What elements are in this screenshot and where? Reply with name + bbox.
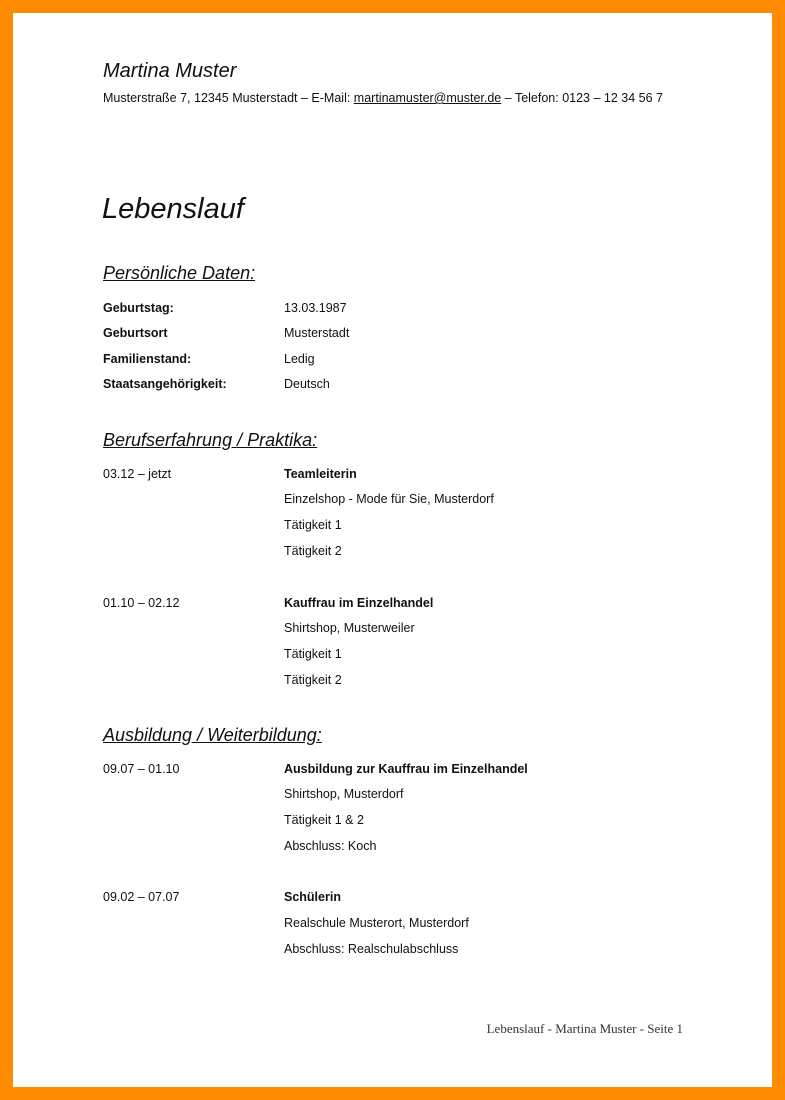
experience-entry-title-row (103, 467, 732, 487)
education-line-text: Shirtshop, Musterdorf (284, 787, 404, 801)
contact-address: Musterstraße 7, 12345 Musterstadt – E-Mail: (103, 91, 354, 105)
experience-line-text: Einzelshop - Mode für Sie, Musterdorf (284, 492, 494, 506)
experience-title: Teamleiterin (284, 467, 357, 481)
experience-line (103, 544, 732, 564)
education-line-text: Abschluss: Koch (284, 839, 377, 853)
personal-label: Geburtstag: (103, 301, 174, 315)
experience-date: 03.12 – jetzt (103, 467, 172, 481)
education-title: Schülerin (284, 890, 341, 904)
education-line (103, 942, 732, 962)
section-heading-personal: Persönliche Daten: (103, 263, 256, 283)
education-entry-title-row (103, 890, 732, 910)
experience-line-text: Shirtshop, Musterweiler (284, 621, 415, 635)
education-line-text: Realschule Musterort, Musterdorf (284, 916, 469, 930)
education-date: 09.07 – 01.10 (103, 762, 180, 776)
experience-line (103, 518, 732, 538)
section-heading-experience: Berufserfahrung / Praktika: (103, 430, 318, 450)
education-line (103, 813, 732, 833)
personal-value: 13.03.1987 (284, 301, 347, 315)
education-date: 09.02 – 07.07 (103, 890, 180, 904)
education-line (103, 787, 732, 807)
experience-entry-title-row (103, 596, 732, 616)
personal-value: Musterstadt (284, 326, 350, 340)
contact-line (103, 91, 663, 105)
education-line-text: Tätigkeit 1 & 2 (284, 813, 364, 827)
experience-title: Kauffrau im Einzelhandel (284, 596, 434, 610)
experience-line-text: Tätigkeit 1 (284, 518, 342, 532)
contact-phone: – Telefon: 0123 – 12 34 56 7 (501, 91, 663, 105)
cv-page (13, 13, 772, 1087)
education-title: Ausbildung zur Kauffrau im Einzelhandel (284, 762, 528, 776)
education-line (103, 916, 732, 936)
personal-row (103, 352, 732, 372)
experience-line (103, 621, 732, 641)
personal-label: Geburtsort (103, 326, 168, 340)
personal-row (103, 377, 732, 397)
education-entry-title-row (103, 762, 732, 782)
personal-label: Staatsangehörigkeit: (103, 377, 227, 391)
experience-line (103, 647, 732, 667)
experience-date: 01.10 – 02.12 (103, 596, 180, 610)
section-heading-education: Ausbildung / Weiterbildung: (103, 725, 322, 745)
education-line (103, 839, 732, 859)
personal-label: Familienstand: (103, 352, 192, 366)
personal-value: Ledig (284, 352, 315, 366)
experience-line (103, 673, 732, 693)
experience-line-text: Tätigkeit 2 (284, 673, 342, 687)
personal-row (103, 326, 732, 346)
document-title: Lebenslauf (102, 193, 244, 225)
email-link[interactable]: martinamuster@muster.de (353, 91, 502, 105)
education-line-text: Abschluss: Realschulabschluss (284, 942, 459, 956)
personal-row (103, 301, 732, 321)
experience-line-text: Tätigkeit 1 (284, 647, 342, 661)
page-footer: Lebenslauf - Martina Muster - Seite 1 (486, 1021, 683, 1036)
experience-line (103, 492, 732, 512)
applicant-name: Martina Muster (103, 60, 237, 82)
personal-value: Deutsch (284, 377, 330, 391)
experience-line-text: Tätigkeit 2 (284, 544, 342, 558)
